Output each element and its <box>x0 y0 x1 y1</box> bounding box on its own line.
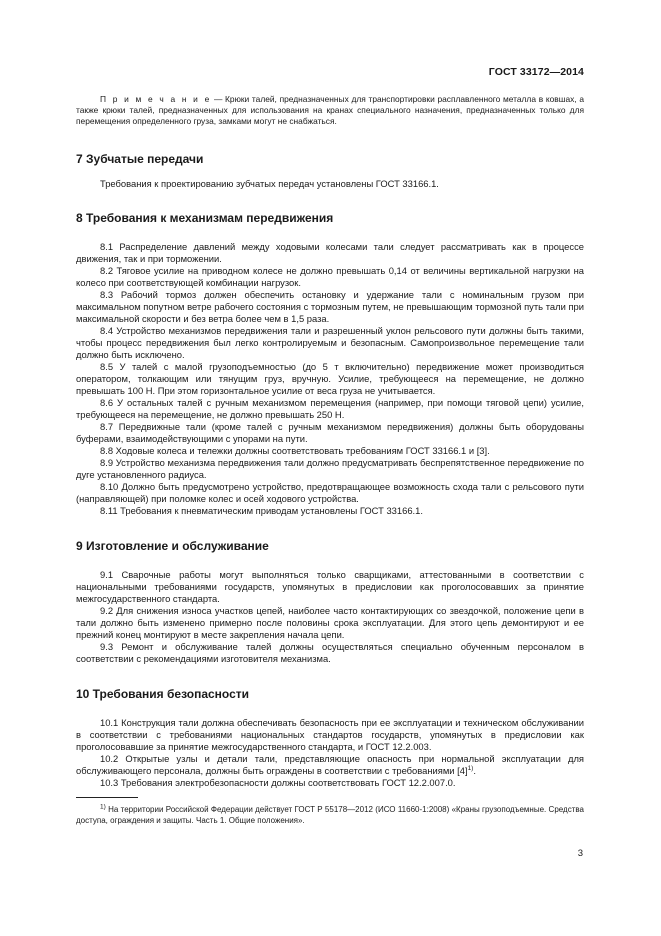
item-10-2-end: . <box>473 765 476 776</box>
item-10-1: 10.1 Конструкция тали должна обеспечивать безопасность при ее эксплуатации и техническом обслуживании в соответствии с требованиями национальных стандартов государств, упомянутых в предисловии как проголосовавшие за принятие межгосударственного стандарта, и ГОСТ 12.2.003. <box>76 717 584 752</box>
page-number: 3 <box>577 848 583 859</box>
note-text: — Крюки талей, предназначенных для транспортировки расплавленного металла в ковшах, а также крюки талей, предназначенных для использования на кранах специального назначения, предназначенных только для перемещения определенного груза, замками могут не снабжаться. <box>76 94 584 126</box>
item-8-7: 8.7 Передвижные тали (кроме талей с ручным механизмом передвижения) должны быть оборудованы буферами, взаимодействующими с упорами на пути. <box>76 421 584 444</box>
item-8-6: 8.6 У остальных талей с ручным механизмом перемещения (например, при помощи тяговой цепи) усилие, требующееся на перемещение, не должно превышать 250 Н. <box>76 397 584 420</box>
footnote-divider <box>76 797 138 798</box>
note-label: П р и м е ч а н и е <box>100 94 212 104</box>
section-8-title: 8 Требования к механизмам передвижения <box>76 211 334 225</box>
section-9-title: 9 Изготовление и обслуживание <box>76 539 269 553</box>
note-paragraph <box>76 94 584 127</box>
item-9-1: 9.1 Сварочные работы могут выполняться только сварщиками, аттестованными в соответствии с национальными требованиями государств, упомянутых в предисловии как проголосовавших за принятие межгосударственного стандарта. <box>76 569 584 604</box>
item-9-2: 9.2 Для снижения износа участков цепей, наиболее часто контактирующих со звездочкой, положение цепи в тали должно быть изменено примерно после половины срока эксплуатации. Для этого цепь демонтируют и ее прежний конец монтируют в месте закрепления начала цепи. <box>76 605 584 640</box>
section-10-title: 10 Требования безопасности <box>76 687 250 701</box>
item-8-9: 8.9 Устройство механизма передвижения тали должно предусматривать беспрепятственное передвижение по дуге установленного радиуса. <box>76 457 584 480</box>
item-10-3: 10.3 Требования электробезопасности должны соответствовать ГОСТ 12.2.007.0. <box>100 777 456 788</box>
item-8-10: 8.10 Должно быть предусмотрено устройство, предотвращающее возможность схода тали с рельсового пути (направляющей) при поломке колес и осей ходового устройства. <box>76 481 584 504</box>
item-8-5: 8.5 У талей с малой грузоподъемностью (до 5 т включительно) передвижение может производиться оператором, толкающим или тянущим груз, вручную. Усилие, требующееся на перемещение, не должно превышать 100 Н. При этом горизонтальное усилие от веса груза не учитывается. <box>76 361 584 396</box>
footnote <box>76 804 584 826</box>
document-code: ГОСТ 33172—2014 <box>488 66 584 78</box>
footnote-text: На территории Российской Федерации действует ГОСТ Р 55178—2012 (ИСО 11660-1:2008) «Краны грузоподъемные. Средства доступа, ограждения и защиты. Часть 1. Общие положения». <box>76 805 584 825</box>
item-8-8: 8.8 Ходовые колеса и тележки должны соответствовать требованиям ГОСТ 33166.1 и [3]. <box>100 445 490 456</box>
item-8-11: 8.11 Требования к пневматическим приводам установлены ГОСТ 33166.1. <box>100 505 423 516</box>
item-8-3: 8.3 Рабочий тормоз должен обеспечить остановку и удержание тали с номинальным грузом при максимальном попутном ветре рабочего состояния с тормозным путем, не превышающим тормозной путь тали при максимальной скорости и без ветра более чем в 1,5 раза. <box>76 289 584 324</box>
item-8-4: 8.4 Устройство механизмов передвижения тали и разрешенный уклон рельсового пути должны быть такими, чтобы процесс передвижения был легко контролируемым и безопасным. Самопроизвольное перемещение тали должно быть исключено. <box>76 325 584 360</box>
item-9-3: 9.3 Ремонт и обслуживание талей должны осуществляться специально обученным персоналом в соответствии с рекомендациями изготовителя механизма. <box>76 641 584 664</box>
item-10-2 <box>76 753 584 777</box>
item-8-2: 8.2 Тяговое усилие на приводном колесе не должно превышать 0,14 от величины вертикальной нагрузки на колесо при соответствующей комбинации нагрузок. <box>76 265 584 288</box>
section-7-title: 7 Зубчатые передачи <box>76 152 204 166</box>
item-8-1: 8.1 Распределение давлений между ходовыми колесами тали следует рассматривать как в процессе движения, так и при торможении. <box>76 241 584 264</box>
footnote-ref: 1) <box>467 764 474 772</box>
footnote-mark: 1) <box>100 803 106 811</box>
item-10-2-text: 10.2 Открытые узлы и детали тали, представляющие опасность при нормальной эксплуатации для обслуживающего персонала, должны быть ограждены в соответствии с требованиями [4] <box>76 753 584 776</box>
section-7-text: Требования к проектированию зубчатых передач установлены ГОСТ 33166.1. <box>100 178 439 189</box>
page-content <box>76 94 584 826</box>
